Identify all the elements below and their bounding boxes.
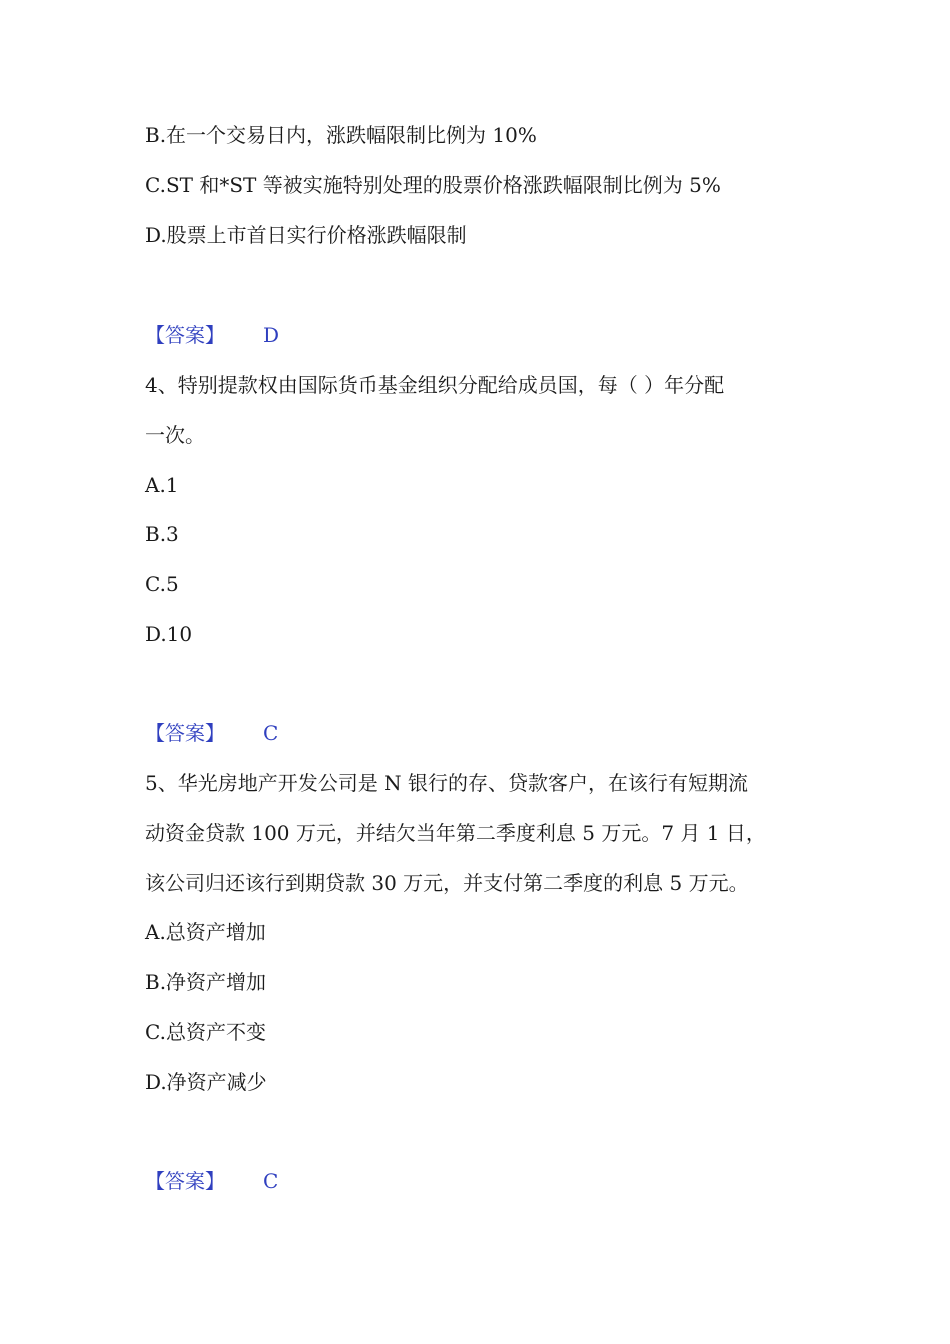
q5-question-line-1: 5、华光房地产开发公司是 N 银行的存、贷款客户，在该行有短期流 xyxy=(145,771,748,795)
answer-value: C xyxy=(263,721,279,745)
q3-option-c: C.ST 和*ST 等被实施特别处理的股票价格涨跌幅限制比例为 5% xyxy=(145,173,721,197)
q4-question-line-1: 4、特别提款权由国际货币基金组织分配给成员国，每（ ）年分配 xyxy=(145,373,725,397)
answer-value: D xyxy=(263,323,280,347)
q4-answer xyxy=(145,719,278,747)
q4-option-d: D.10 xyxy=(145,622,193,646)
q3-option-b: B.在一个交易日内，涨跌幅限制比例为 10% xyxy=(145,123,537,147)
q5-answer xyxy=(145,1167,278,1195)
answer-label: 【答案】 xyxy=(145,323,225,347)
q3-option-d: D.股票上市首日实行价格涨跌幅限制 xyxy=(145,223,467,247)
q5-question-line-2: 动资金贷款 100 万元，并结欠当年第二季度利息 5 万元。7 月 1 日， xyxy=(145,821,766,845)
q3-answer xyxy=(145,321,279,349)
q4-option-a: A.1 xyxy=(145,473,179,497)
q4-option-c: C.5 xyxy=(145,572,179,596)
q5-question-line-3: 该公司归还该行到期贷款 30 万元，并支付第二季度的利息 5 万元。 xyxy=(145,871,749,895)
answer-value: C xyxy=(263,1169,279,1193)
q4-question-line-2: 一次。 xyxy=(145,423,205,447)
answer-label: 【答案】 xyxy=(145,721,225,745)
answer-label: 【答案】 xyxy=(145,1169,225,1193)
q5-option-c: C.总资产不变 xyxy=(145,1020,266,1044)
q4-option-b: B.3 xyxy=(145,522,179,546)
q5-option-a: A.总资产增加 xyxy=(145,920,266,944)
q5-option-d: D.净资产减少 xyxy=(145,1070,267,1094)
q5-option-b: B.净资产增加 xyxy=(145,970,267,994)
